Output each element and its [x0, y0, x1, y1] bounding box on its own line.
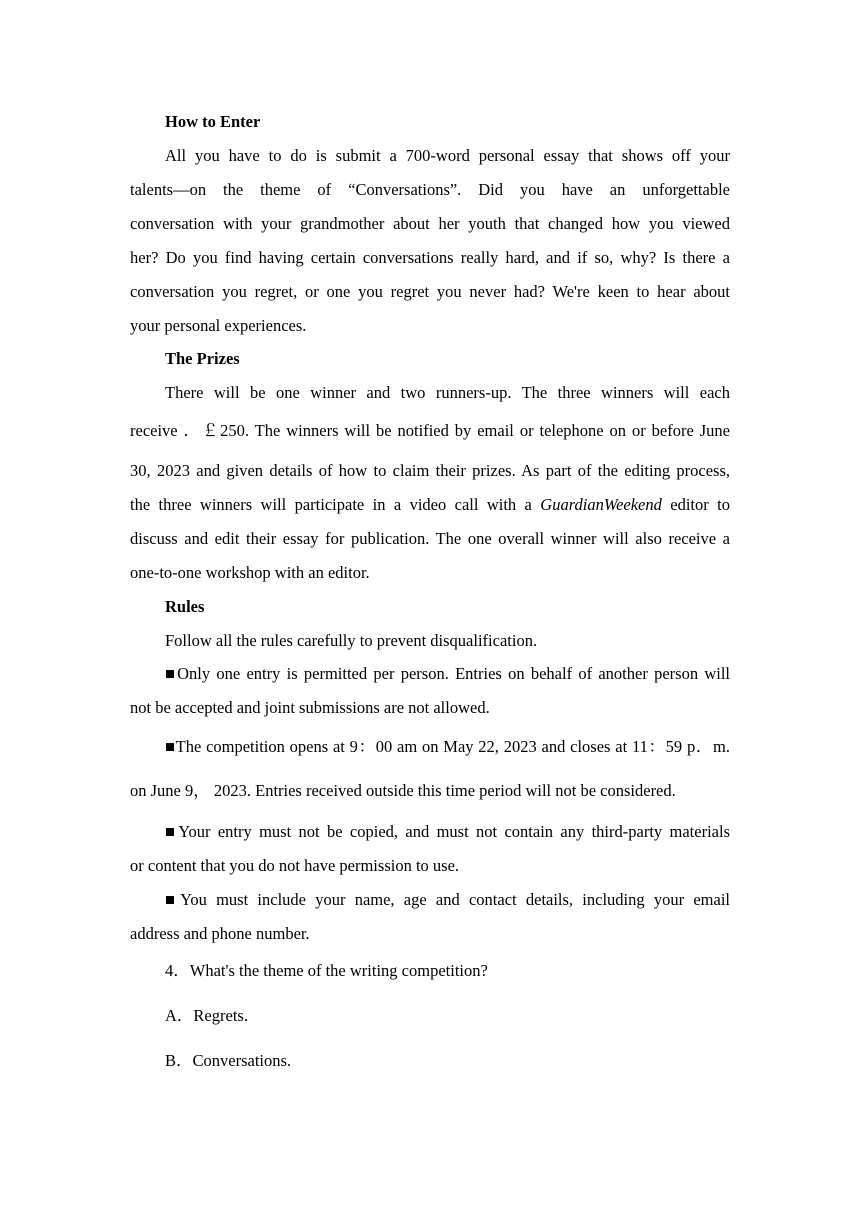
rule-item-line: on June 9， 2023. Entries received outside this time period will not be considered. — [130, 781, 676, 800]
rule-item-line: address and phone number. — [130, 924, 310, 943]
paragraph-line: her? Do you find having certain conversations really hard, and if so, why? Is there a — [130, 248, 730, 267]
paragraph-line: talents—on the theme of “Conversations”. Did you have an unforgettable — [130, 180, 730, 199]
section-heading-rules: Rules — [165, 597, 205, 616]
section-heading-how-to-enter: How to Enter — [165, 112, 261, 131]
rule-item-line: ■The competition opens at 9：00 am on May 22, 2023 and closes at 11：59 p．m. — [165, 737, 730, 756]
answer-option-a: A．Regrets. — [165, 1006, 248, 1025]
rules-intro: Follow all the rules carefully to prevent disqualification. — [165, 631, 538, 650]
question-stem: 4．What's the theme of the writing competition? — [165, 961, 488, 980]
section-heading-prizes: The Prizes — [165, 349, 240, 368]
paragraph-line: one-to-one workshop with an editor. — [130, 563, 370, 582]
rule-item-line: or content that you do not have permission to use. — [130, 856, 460, 875]
paragraph-line: conversation you regret, or one you regret you never had? We're keen to hear about — [130, 282, 730, 301]
text-span: editor to — [661, 495, 730, 514]
rule-item-line: not be accepted and joint submissions are not allowed. — [130, 698, 490, 717]
paragraph-line: receive ．￡250. The winners will be notified by email or telephone on or before June — [130, 421, 730, 440]
paragraph-line: All you have to do is submit a 700-word personal essay that shows off your — [165, 146, 730, 165]
paragraph-line: your personal experiences. — [130, 316, 307, 335]
rule-item-line: ■Your entry must not be copied, and must not contain any third-party materials — [165, 822, 730, 841]
paragraph-line: discuss and edit their essay for publication. The one overall winner will also receive a — [130, 529, 730, 548]
text-span: the three winners will participate in a video call with a — [130, 495, 541, 514]
paragraph-line — [130, 495, 730, 515]
rule-item-line: ■You must include your name, age and contact details, including your email — [165, 890, 730, 909]
paragraph-line: 30, 2023 and given details of how to claim their prizes. As part of the editing process, — [130, 461, 730, 480]
answer-option-b: B．Conversations. — [165, 1051, 292, 1070]
rule-item-line: ■Only one entry is permitted per person. Entries on behalf of another person will — [165, 664, 730, 683]
publication-name: GuardianWeekend — [540, 495, 662, 514]
paragraph-line: conversation with your grandmother about her youth that changed how you viewed — [130, 214, 730, 233]
paragraph-line: There will be one winner and two runners-up. The three winners will each — [165, 383, 730, 402]
